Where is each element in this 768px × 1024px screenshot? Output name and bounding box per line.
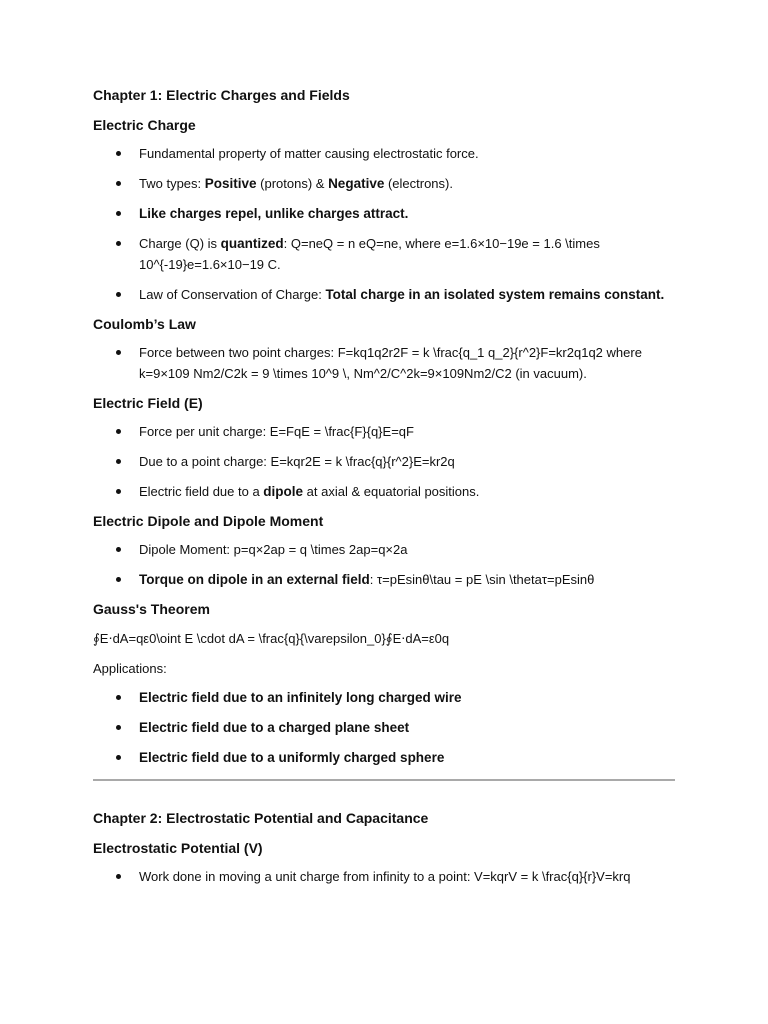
bold-text: Electric field due to a uniformly charged sphere	[139, 750, 445, 765]
item-text: (protons) &	[256, 176, 329, 191]
list-electric-field	[93, 421, 683, 502]
item-text: Fundamental property of matter causing electrostatic force.	[139, 146, 479, 161]
applications-label: Applications:	[93, 661, 167, 676]
item-text: at axial & equatorial positions.	[303, 484, 480, 499]
list-item	[93, 173, 683, 194]
document-page	[93, 86, 683, 887]
bold-quantized: quantized	[220, 236, 284, 251]
item-text: Force between two point charges: F=kq1q2r2F = k \frac{q_1 q_2}{r^2}F=kr2q1q2 where k=9×109 Nm2/C2k = 9 \times 10^9 \, Nm^2/C^2k=9×109Nm2/C2 (in vacuum).	[139, 345, 642, 381]
item-text: (electrons).	[384, 176, 453, 191]
item-text: Force per unit charge: E=FqE = \frac{F}{q}E=qF	[139, 424, 414, 439]
list-item	[93, 284, 683, 305]
list-electric-charge	[93, 143, 683, 305]
item-text: Electric field due to a	[139, 484, 264, 499]
heading-gauss-theorem: Gauss's Theorem	[93, 601, 210, 617]
list-item	[93, 421, 683, 442]
list-electric-dipole	[93, 539, 683, 590]
list-item	[93, 203, 683, 224]
bold-negative: Negative	[328, 176, 385, 191]
bold-dipole: dipole	[263, 484, 304, 499]
list-item	[93, 569, 683, 590]
list-item	[93, 143, 683, 164]
item-text: Dipole Moment: p=q×2ap = q \times 2ap=q×2a	[139, 542, 408, 557]
bold-text: Electric field due to a charged plane sheet	[139, 720, 410, 735]
chapter-2-title: Chapter 2: Electrostatic Potential and Capacitance	[93, 810, 429, 826]
list-item	[93, 717, 683, 738]
item-text: Work done in moving a unit charge from infinity to a point: V=kqrV = k \frac{q}{r}V=krq	[139, 869, 631, 884]
list-gauss-applications	[93, 687, 683, 768]
list-item	[93, 866, 683, 887]
list-item	[93, 747, 683, 768]
list-item	[93, 342, 683, 384]
horizontal-divider	[93, 779, 675, 781]
heading-electrostatic-potential: Electrostatic Potential (V)	[93, 840, 263, 856]
heading-electric-charge: Electric Charge	[93, 117, 196, 133]
bold-text: Total charge in an isolated system remains constant.	[325, 287, 665, 302]
item-text: : τ=pEsinθ\tau = pE \sin \thetaτ=pEsinθ	[369, 572, 595, 587]
list-item	[93, 687, 683, 708]
list-item	[93, 451, 683, 472]
heading-coulombs-law: Coulomb’s Law	[93, 316, 196, 332]
bold-text: Electric field due to an infinitely long charged wire	[139, 690, 462, 705]
list-item	[93, 539, 683, 560]
item-text: Two types:	[139, 176, 205, 191]
item-text: Law of Conservation of Charge:	[139, 287, 326, 302]
heading-electric-dipole: Electric Dipole and Dipole Moment	[93, 513, 324, 529]
bold-text: Like charges repel, unlike charges attract.	[139, 206, 409, 221]
bold-torque: Torque on dipole in an external field	[139, 572, 370, 587]
list-electrostatic-potential	[93, 866, 683, 887]
item-text: Due to a point charge: E=kqr2E = k \frac{q}{r^2}E=kr2q	[139, 454, 455, 469]
heading-electric-field: Electric Field (E)	[93, 395, 203, 411]
item-text: Charge (Q) is	[139, 236, 221, 251]
bold-positive: Positive	[204, 176, 257, 191]
gauss-formula: ∮E⋅dA=qε0\oint E \cdot dA = \frac{q}{\varepsilon_0}∮E⋅dA=ε0q	[93, 631, 450, 646]
list-item	[93, 481, 683, 502]
chapter-1-title: Chapter 1: Electric Charges and Fields	[93, 87, 350, 103]
list-coulombs-law	[93, 342, 683, 384]
item-text: : Q=neQ = n eQ=ne, where e=1.6×10−19e = 1.6 \times 10^{-19}e=1.6×10−19 C.	[139, 236, 600, 272]
list-item	[93, 233, 683, 275]
